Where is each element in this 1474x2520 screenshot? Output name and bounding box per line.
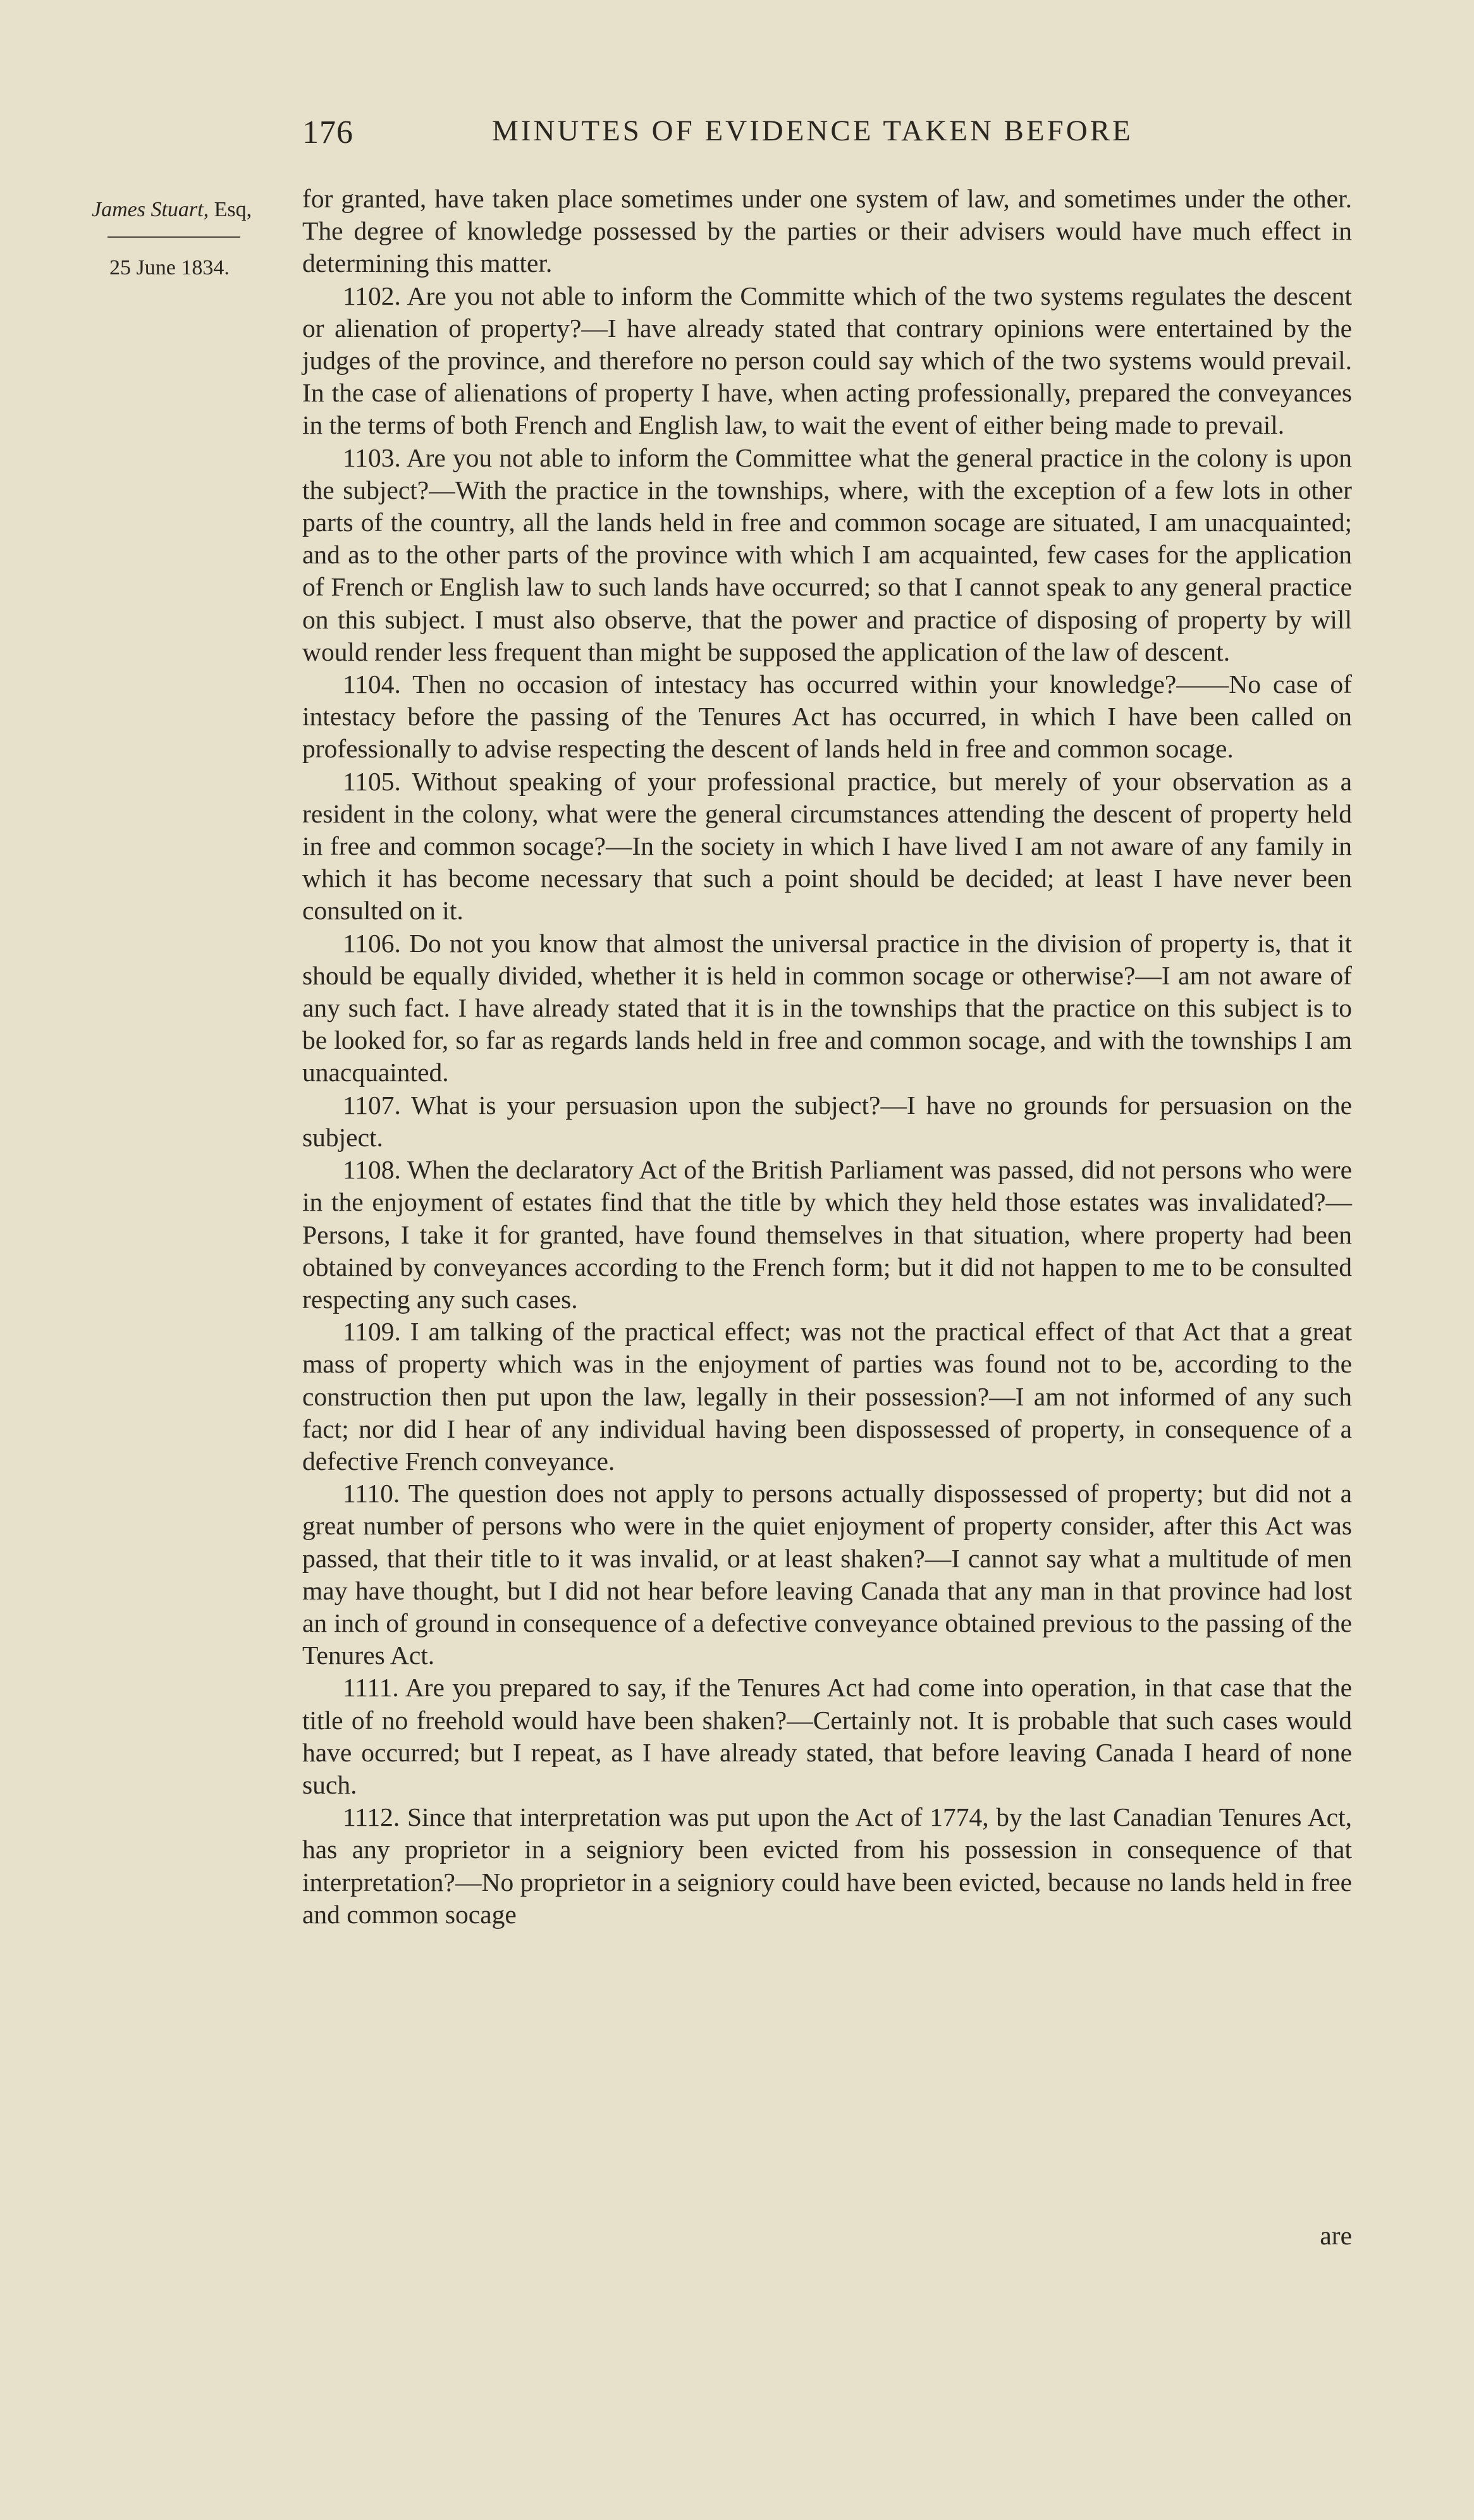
question-1106: 1106. Do not you know that almost the universal practice in the division of property is, that it should be equally divided, whether it is held in common socage or otherwise?—I am not aware of any such fact. I have already stated that it is in the townships that the practice on this subject is to be looked for, so far as regards lands held in free and common socage, and with the townships I am unacquainted. [302, 928, 1352, 1087]
question-1112: 1112. Since that interpretation was put upon the Act of 1774, by the last Canadian Tenures Act, has any proprietor in a seigniory been evicted from his possession in consequence of that interpretation?—No proprietor in a seigniory could have been evicted, because no lands held in free and common socage [302, 1802, 1352, 1929]
margin-rule [107, 236, 240, 238]
witness-label [92, 197, 291, 223]
question-1103: 1103. Are you not able to inform the Committee what the general practice in the colony is upon the subject?—With the practice in the townships, where, with the exception of a few lots in other parts of the country, all the lands held in free and common socage are situated, I am unacquainted; and as to the other parts of the province with which I am acquainted, few cases for the application of French or English law to such lands have occurred; so that I cannot speak to any general practice on this subject. I must also observe, that the power and practice of disposing of property by will would render less frequent than might be supposed the application of the law of descent. [302, 443, 1352, 666]
catchword: are [1320, 2221, 1352, 2250]
margin-note [92, 197, 291, 281]
question-1104: 1104. Then no occasion of intestacy has occurred within your knowledge?——No case of intestacy before the passing of the Tenures Act has occurred, in which I have been called on professionally to advise respecting the descent of lands held in free and common socage. [302, 670, 1352, 764]
body-text [302, 183, 1352, 1931]
page-number: 176 [302, 114, 353, 150]
witness-suffix: Esq, [209, 198, 252, 221]
page-header [302, 114, 1353, 164]
paragraph-continuation: for granted, have taken place sometimes under one system of law, and sometimes under the other. The degree of knowledge possessed by the parties or their advisers would have much effect in determining this matter. [302, 184, 1352, 278]
testimony-date: 25 June 1834. [109, 256, 230, 279]
question-1108: 1108. When the declaratory Act of the British Parliament was passed, did not persons who were in the enjoyment of estates find that the title by which they held those estates was invalidated?—Persons, I take it for granted, have found themselves in that situation, where property had been obtained by conveyances according to the French form; but it did not happen to me to be consulted respecting any such cases. [302, 1155, 1352, 1314]
witness-name: James Stuart, [92, 198, 209, 221]
question-1105: 1105. Without speaking of your professional practice, but merely of your observation as a resident in the colony, what were the general circumstances attending the descent of property held in free and common socage?—In the society in which I have lived I am not aware of any family in which it has become necessary that such a point should be decided; at least I have never been consulted on it. [302, 766, 1352, 926]
question-1107: 1107. What is your persuasion upon the subject?—I have no grounds for persuasion on the subject. [302, 1090, 1352, 1152]
question-1111: 1111. Are you prepared to say, if the Tenures Act had come into operation, in that case that the title of no freehold would have been shaken?—Certainly not. It is probable that such cases would have occurred; but I repeat, as I have already stated, that before leaving Canada I heard of none such. [302, 1673, 1352, 1799]
question-1109: 1109. I am talking of the practical effect; was not the practical effect of that Act that a great mass of property which was in the enjoyment of parties was found not to be, according to the construction then put upon the law, legally in their possession?—I am not informed of any such fact; nor did I hear of any individual having been dispossessed of property, in consequence of a defective French conveyance. [302, 1317, 1352, 1476]
question-1110: 1110. The question does not apply to persons actually dispossessed of property; but did not a great number of persons who were in the quiet enjoyment of property consider, after this Act was passed, that their title to it was invalid, or at least shaken?—I cannot say what a multitude of men may have thought, but I did not hear before leaving Canada that any man in that province had lost an inch of ground in consequence of a defective conveyance obtained previous to the passing of the Tenures Act. [302, 1479, 1352, 1670]
running-head: MINUTES OF EVIDENCE TAKEN BEFORE [492, 114, 1133, 147]
question-1102: 1102. Are you not able to inform the Committe which of the two systems regulates the descent or alienation of property?—I have already stated that contrary opinions were entertained by the judges of the province, and therefore no person could say which of the two systems would prevail. In the case of alienations of property I have, when acting professionally, prepared the conveyances in the terms of both French and English law, to wait the event of either being made to prevail. [302, 281, 1352, 440]
